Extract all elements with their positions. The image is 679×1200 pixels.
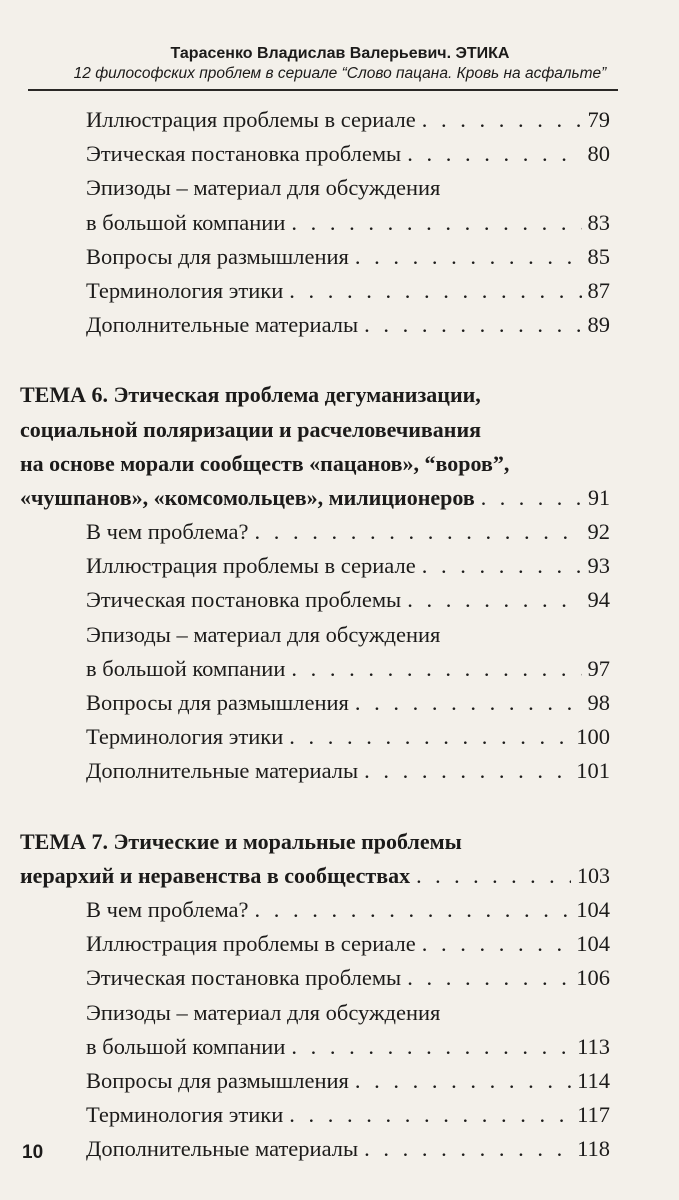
toc-entry <box>20 137 610 171</box>
header-author-title: Тарасенко Владислав Валерьевич. ЭТИКА <box>170 45 510 62</box>
toc-entry-page: 104 <box>576 896 610 922</box>
toc-entry-title-line: Эпизоды – материал для обсуждения <box>86 621 441 647</box>
toc-entry-title: Иллюстрация проблемы в сериале <box>86 107 416 132</box>
running-header <box>20 44 660 84</box>
toc-entry-page: 93 <box>587 553 610 579</box>
toc-entry-title: Этическая постановка проблемы <box>86 965 402 991</box>
toc-entry-page: 100 <box>576 724 610 750</box>
toc-entry <box>20 308 610 342</box>
toc-entry <box>20 1030 610 1064</box>
toc-entry <box>20 274 610 308</box>
table-of-contents <box>20 103 610 1166</box>
toc-entry-page: 79 <box>587 107 610 132</box>
toc-entry <box>20 515 610 549</box>
toc-entry-title: в большой компании <box>86 209 286 235</box>
leader-dots <box>291 1030 571 1064</box>
toc-entry-page: 94 <box>587 587 610 613</box>
toc-entry-title: Вопросы для размышления <box>86 243 349 269</box>
leader-dots <box>355 240 582 274</box>
toc-entry <box>20 652 610 686</box>
topic-7-heading <box>20 859 610 893</box>
toc-entry-page: 97 <box>587 655 610 681</box>
toc-entry-page: 83 <box>587 209 610 235</box>
leader-dots <box>289 1098 571 1132</box>
toc-entry-page: 106 <box>576 965 610 991</box>
leader-dots <box>289 274 581 308</box>
toc-entry-page: 80 <box>587 141 610 167</box>
toc-entry-page: 85 <box>587 243 610 269</box>
toc-entry-title: Иллюстрация проблемы в сериале <box>86 553 416 579</box>
toc-entry-title: Иллюстрация проблемы в сериале <box>86 931 416 957</box>
topic-6-heading <box>20 481 610 515</box>
leader-dots <box>364 1132 571 1166</box>
leader-dots <box>407 961 570 995</box>
toc-entry-title-line: Эпизоды – материал для обсуждения <box>86 175 441 201</box>
toc-entry-page: 113 <box>577 1033 610 1059</box>
toc-entry <box>20 240 610 274</box>
toc-entry <box>20 754 610 788</box>
toc-entry-page: 104 <box>576 931 610 957</box>
toc-entry-title: Дополнительные материалы <box>86 758 359 784</box>
toc-entry-title: Вопросы для размышления <box>86 690 349 715</box>
toc-entry <box>20 961 610 995</box>
toc-entry <box>20 1064 610 1098</box>
toc-entry-title: Вопросы для размышления <box>86 1067 349 1093</box>
toc-entry <box>20 1098 610 1132</box>
toc-entry-title-line: Эпизоды – материал для обсуждения <box>86 999 441 1025</box>
topic-6-heading-line: на основе морали сообществ «пацанов», “воров”, <box>20 450 510 476</box>
leader-dots <box>255 515 582 549</box>
leader-dots <box>422 549 582 583</box>
leader-dots <box>364 308 581 342</box>
toc-entry-title: Дополнительные материалы <box>86 312 359 338</box>
topic-7-heading-line: ТЕМА 7. Этические и моральные проблемы <box>20 828 462 854</box>
toc-entry <box>20 206 610 240</box>
toc-entry-title: В чем проблема? <box>86 896 249 922</box>
topic-6-heading-line: ТЕМА 6. Этическая проблема дегуманизации, <box>20 382 481 408</box>
leader-dots <box>289 720 570 754</box>
toc-entry <box>20 549 610 583</box>
topic-7-page: 103 <box>577 862 610 888</box>
toc-entry-title: В чем проблема? <box>86 519 249 545</box>
leader-dots <box>481 481 582 515</box>
toc-entry-title: в большой компании <box>86 1033 286 1059</box>
toc-entry-page: 114 <box>577 1067 610 1093</box>
toc-entry-page: 118 <box>577 1136 610 1162</box>
toc-entry-page: 117 <box>577 1102 610 1128</box>
toc-entry-page: 98 <box>587 690 610 715</box>
leader-dots <box>364 754 570 788</box>
toc-entry <box>20 893 610 927</box>
leader-dots <box>255 893 571 927</box>
leader-dots <box>422 103 582 137</box>
toc-entry-title: Этическая постановка проблемы <box>86 587 402 613</box>
toc-entry-title: Дополнительные материалы <box>86 1136 359 1162</box>
toc-entry-title: Терминология этики <box>86 277 284 303</box>
toc-entry-page: 101 <box>576 758 610 784</box>
topic-7-heading-line: иерархий и неравенства в сообществах <box>20 862 411 888</box>
toc-entry <box>20 686 610 720</box>
toc-entry-page: 87 <box>587 277 610 303</box>
leader-dots <box>355 686 582 720</box>
toc-entry-page: 89 <box>587 312 610 338</box>
toc-entry <box>20 927 610 961</box>
toc-entry <box>20 583 610 617</box>
page-number: 10 <box>22 1142 44 1163</box>
toc-entry <box>20 720 610 754</box>
leader-dots <box>407 137 581 171</box>
topic-6-page: 91 <box>588 484 610 510</box>
leader-dots <box>416 859 571 893</box>
toc-entry <box>20 103 610 137</box>
toc-entry-page: 92 <box>587 519 610 545</box>
toc-entry-title: в большой компании <box>86 655 286 681</box>
header-rule <box>28 89 618 91</box>
toc-entry-title: Терминология этики <box>86 1102 284 1128</box>
toc-entry-title: Терминология этики <box>86 724 284 750</box>
leader-dots <box>422 927 571 961</box>
leader-dots <box>291 206 581 240</box>
leader-dots <box>407 583 581 617</box>
leader-dots <box>291 652 581 686</box>
toc-entry <box>20 1132 610 1166</box>
topic-6-heading-line: «чушпанов», «комсомольцев», милиционеров <box>20 484 475 510</box>
toc-entry-title: Этическая постановка проблемы <box>86 141 402 167</box>
leader-dots <box>355 1064 571 1098</box>
topic-6-heading-line: социальной поляризации и расчеловечивания <box>20 416 482 442</box>
header-subtitle: 12 философских проблем в сериале “Слово пацана. Кровь на асфальте” <box>73 65 607 82</box>
